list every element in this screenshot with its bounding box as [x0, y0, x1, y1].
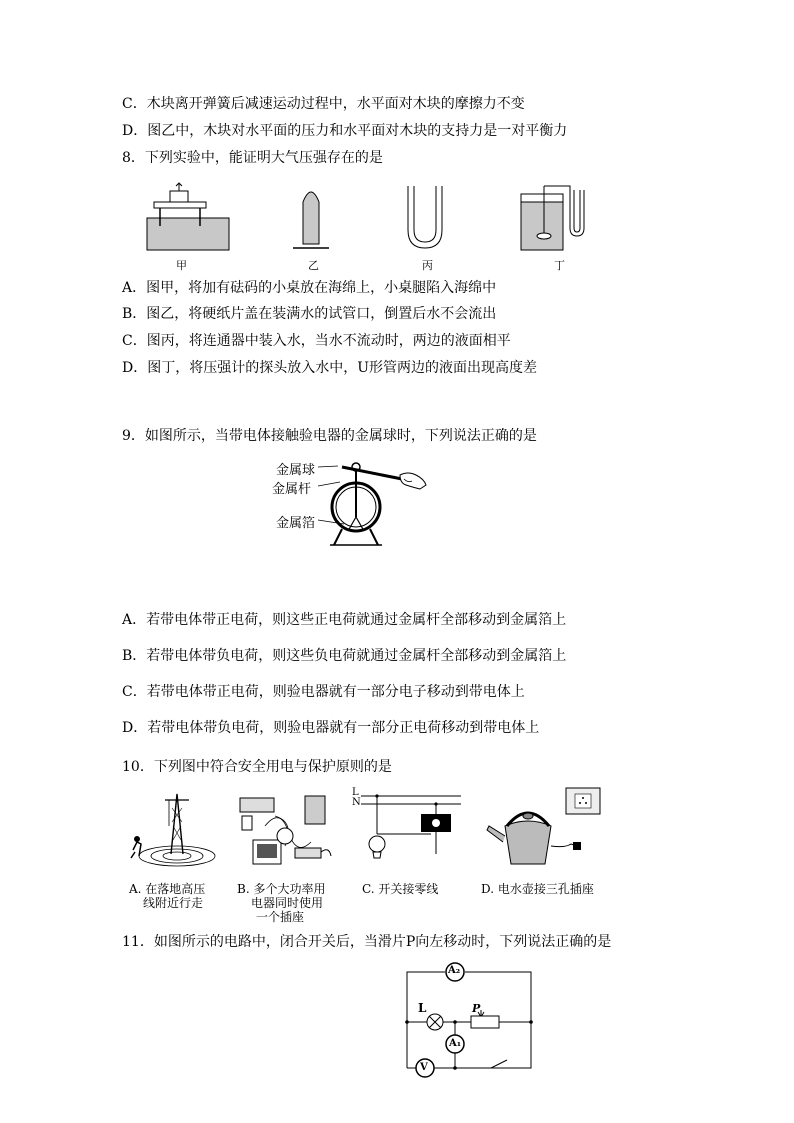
q11-voltmeter-v-label: V: [420, 1062, 428, 1073]
q10-caption-a-line1: A. 在落地高压: [129, 882, 206, 896]
q9-label-ball: 金属球: [276, 463, 316, 478]
q10-figure: [125, 786, 615, 881]
q8-option-a: A．图甲，将加有砝码的小桌放在海绵上，小桌腿陷入海绵中: [122, 280, 497, 296]
q10-fig-a-tower: [131, 794, 215, 866]
q10-caption-d: D. 电水壶接三孔插座: [481, 882, 594, 896]
q10-fig-d-kettle: [487, 788, 600, 864]
q8-figure: [140, 180, 600, 270]
q11-ammeter-a1-label: A₁: [449, 1038, 462, 1049]
q8-fig-bing: [408, 186, 442, 248]
q8-caption-yi: 乙: [308, 259, 319, 272]
q8-fig-yi: [293, 192, 329, 248]
q8-fig-ding: [521, 186, 584, 250]
q8-caption-bing: 丙: [422, 259, 433, 272]
q8-option-b: B．图乙，将硬纸片盖在装满水的试管口，倒置后水不会流出: [122, 306, 497, 322]
q8-option-d: D．图丁，将压强计的探头放入水中，U形管两边的液面出现高度差: [122, 360, 538, 376]
q8-caption-jia: 甲: [176, 259, 187, 272]
q11-stem: 11．如图所示的电路中，闭合开关后，当滑片P向左移动时，下列说法正确的是: [122, 934, 612, 950]
q11-ammeter-a2-label: A₂: [448, 965, 461, 976]
q10-fig-b-appliances: [240, 796, 331, 864]
q10-wire-n-label: N: [352, 797, 361, 808]
q8-option-c: C．图丙，将连通器中装入水，当水不流动时，两边的液面相平: [122, 333, 511, 349]
q8-caption-ding: 丁: [554, 259, 565, 272]
q10-caption-b-line2: 电器同时使用: [251, 896, 324, 910]
q7-option-c: C．木块离开弹簧后减速运动过程中，水平面对木块的摩擦力不变: [122, 96, 525, 112]
q8-stem: 8．下列实验中，能证明大气压强存在的是: [122, 150, 383, 166]
q11-lamp-label: L: [418, 1001, 427, 1015]
q10-caption-c: C. 开关接零线: [362, 882, 439, 896]
q9-label-foil: 金属箔: [276, 516, 316, 531]
q9-label-rod: 金属杆: [272, 482, 312, 497]
q9-option-a: A．若带电体带正电荷，则这些正电荷就通过金属杆全部移动到金属箔上: [122, 612, 567, 628]
q10-caption-a-line2: 线附近行走: [143, 896, 204, 910]
q10-stem: 10．下列图中符合安全用电与保护原则的是: [122, 759, 392, 775]
q8-fig-jia: [147, 183, 229, 250]
q10-caption-b-line1: B. 多个大功率用: [237, 882, 326, 896]
q10-wire-l-label: L: [352, 787, 359, 798]
q10-fig-c-circuit: [361, 794, 461, 858]
q10-caption-b-line3: 一个插座: [256, 910, 305, 924]
q11-slider-p-label: P: [472, 1002, 481, 1015]
q7-option-d: D．图乙中，木块对水平面的压力和水平面对木块的支持力是一对平衡力: [122, 123, 568, 139]
q9-option-d: D．若带电体带负电荷，则验电器就有一部分正电荷移动到带电体上: [122, 720, 540, 736]
q11-circuit-figure: [395, 960, 545, 1080]
q9-option-c: C．若带电体带正电荷，则验电器就有一部分电子移动到带电体上: [122, 684, 525, 700]
q9-option-b: B．若带电体带负电荷，则这些负电荷就通过金属杆全部移动到金属箔上: [122, 648, 567, 664]
q9-label-leaders: [316, 462, 346, 532]
q9-stem: 9．如图所示，当带电体接触验电器的金属球时，下列说法正确的是: [122, 428, 537, 444]
